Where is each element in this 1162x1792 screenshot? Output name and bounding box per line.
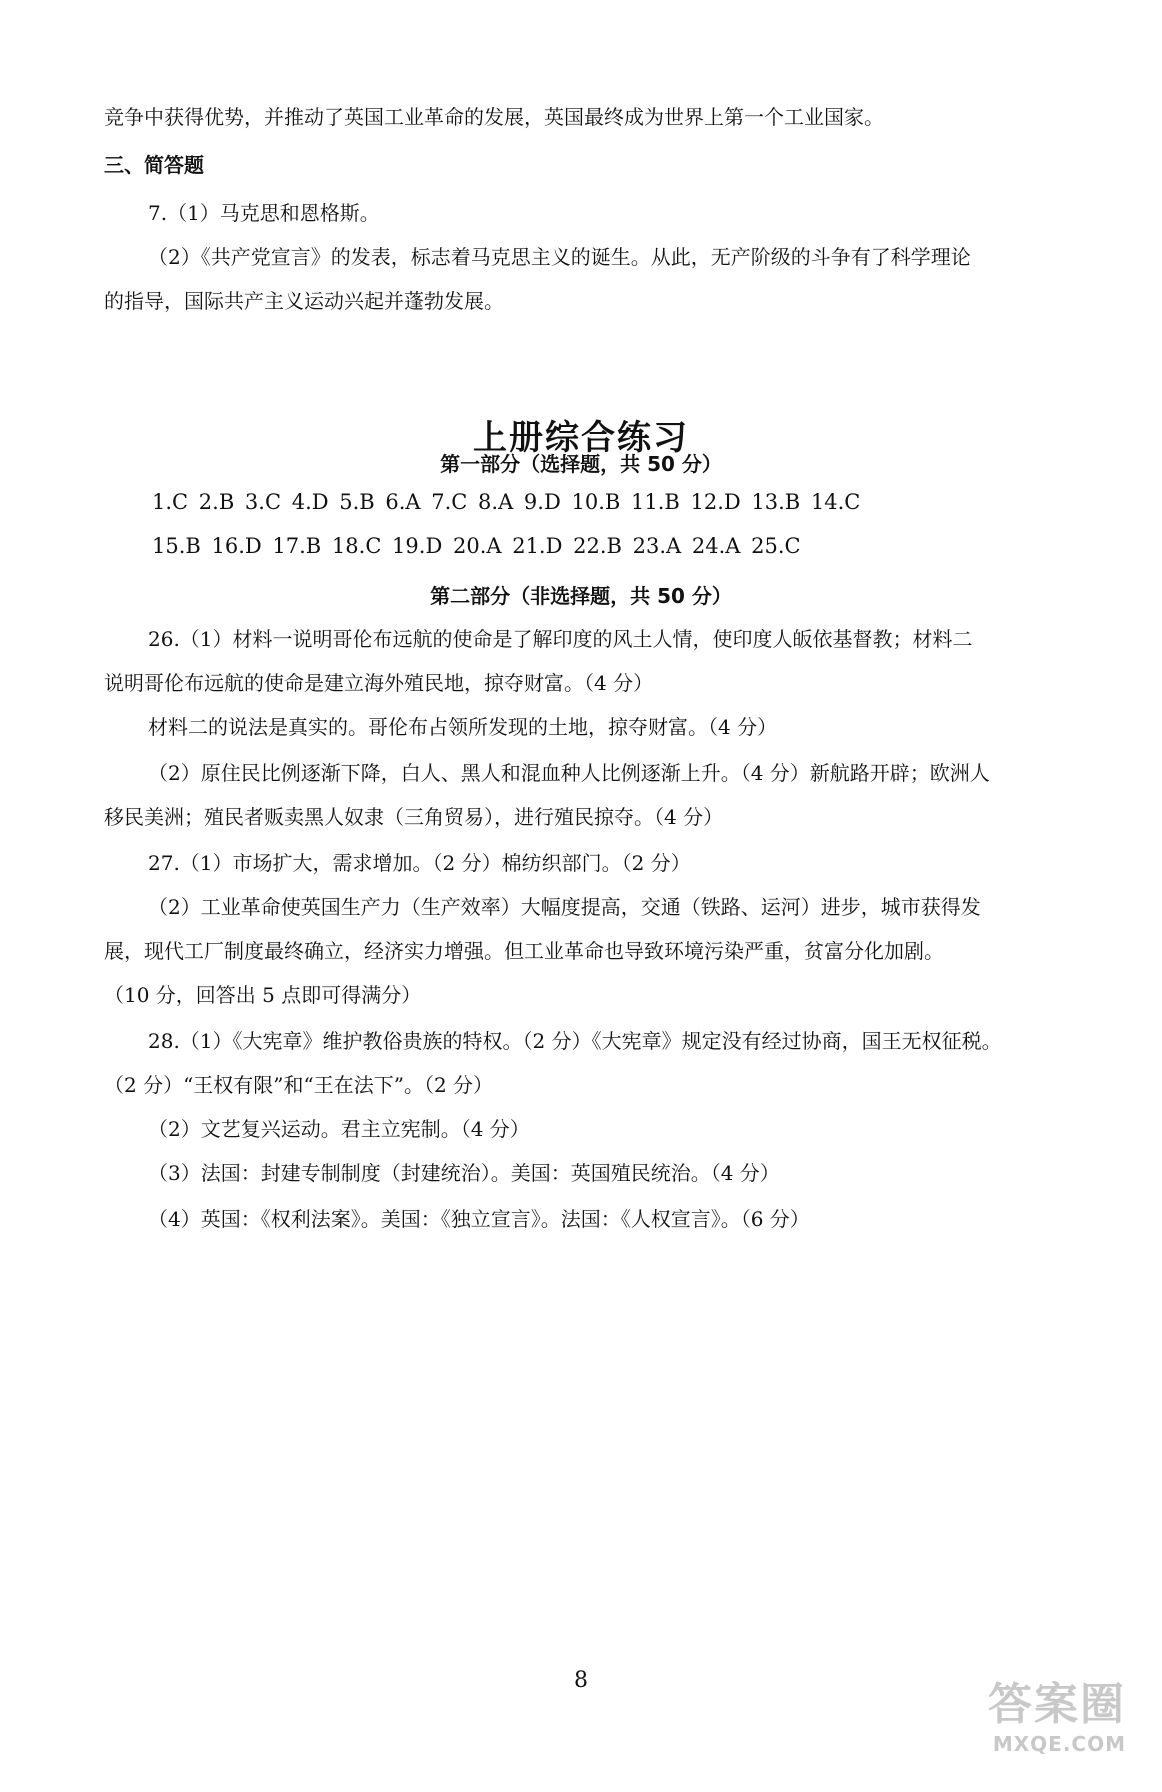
watermark-url: MXQE.COM [992, 1732, 1126, 1756]
text-line: 展，现代工厂制度最终确立，经济实力增强。但工业革命也导致环境污染严重，贫富分化加剧。 [104, 939, 944, 963]
answer-row: 1.C 2.B 3.C 4.D 5.B 6.A 7.C 8.A 9.D 10.B 11.B 12.D 13.B 14.C [152, 490, 861, 514]
page-title: 上册综合练习 [473, 418, 689, 458]
text-line: 移民美洲；殖民者贩卖黑人奴隶（三角贸易），进行殖民掠夺。（4 分） [104, 805, 724, 829]
text-line: 28.（1）《大宪章》维护教俗贵族的特权。（2 分）《大宪章》规定没有经过协商，国王无权征税。 [148, 1029, 1002, 1053]
section-heading: 三、简答题 [104, 153, 204, 177]
text-line: （2）工业革命使英国生产力（生产效率）大幅度提高，交通（铁路、运河）进步，城市获得发 [148, 895, 981, 919]
text-line: 27.（1）市场扩大，需求增加。（2 分）棉纺织部门。（2 分） [148, 851, 691, 875]
answer-row: 15.B 16.D 17.B 18.C 19.D 20.A 21.D 22.B 23.A 24.A 25.C [152, 534, 801, 558]
text-line: （2）《共产党宣言》的发表，标志着马克思主义的诞生。从此，无产阶级的斗争有了科学理论 [148, 245, 971, 269]
text-line: 竞争中获得优势，并推动了英国工业革命的发展，英国最终成为世界上第一个工业国家。 [104, 105, 884, 129]
text-line: 材料二的说法是真实的。哥伦布占领所发现的土地，掠夺财富。（4 分） [148, 715, 778, 739]
text-line: （3）法国：封建专制制度（封建统治）。美国：英国殖民统治。（4 分） [148, 1161, 780, 1185]
text-line: （2）文艺复兴运动。君主立宪制。（4 分） [148, 1117, 530, 1141]
watermark-logo: 答案圈 [988, 1679, 1126, 1730]
part1-heading: 第一部分（选择题，共 50 分） [440, 452, 722, 476]
watermark [988, 1668, 1126, 1756]
text-line: 的指导，国际共产主义运动兴起并蓬勃发展。 [104, 289, 504, 313]
text-line: （4）英国：《权利法案》。美国：《独立宣言》。法国：《人权宣言》。（6 分） [148, 1207, 810, 1231]
text-line: （10 分，回答出 5 点即可得满分） [104, 983, 422, 1007]
part2-heading: 第二部分（非选择题，共 50 分） [430, 584, 732, 608]
text-line: （2）原住民比例逐渐下降，白人、黑人和混血种人比例逐渐上升。（4 分）新航路开辟；欧洲人 [148, 761, 990, 785]
text-line: 7.（1）马克思和恩格斯。 [148, 201, 380, 225]
page-number: 8 [574, 1668, 588, 1693]
text-line: 说明哥伦布远航的使命是建立海外殖民地，掠夺财富。（4 分） [104, 671, 654, 695]
text-line: （2 分）“王权有限”和“王在法下”。（2 分） [104, 1073, 494, 1097]
text-line: 26.（1）材料一说明哥伦布远航的使命是了解印度的风土人情，使印度人皈依基督教；材料二 [148, 627, 973, 651]
